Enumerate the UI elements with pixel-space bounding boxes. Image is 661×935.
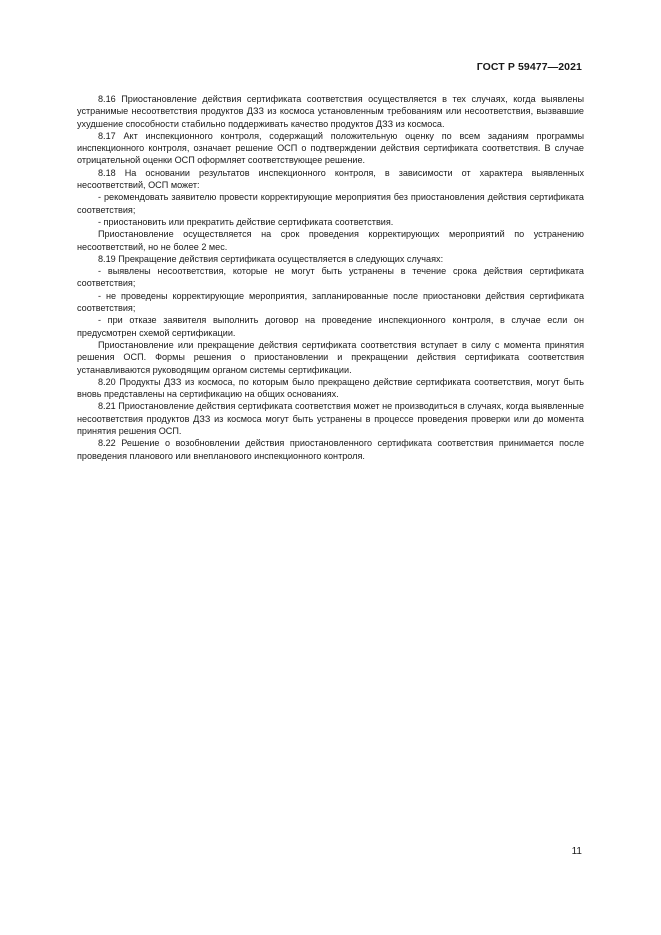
body-text [77, 93, 584, 462]
paragraph-8-16: 8.16 Приостановление действия сертификата соответствия осуществляется в тех случаях, когда выявлены устранимые несоответствия продуктов ДЗЗ из космоса установленным требованиям или несоответствия, вызвавшие ухудшение способности стабильно поддерживать качество продуктов ДЗЗ из космоса. [77, 94, 584, 129]
paragraph-8-20: 8.20 Продукты ДЗЗ из космоса, по которым было прекращено действие сертификата соответствия, могут быть вновь представлены на сертификацию на общих основаниях. [77, 376, 584, 400]
page-number: 11 [571, 846, 582, 857]
paragraph-8-18: 8.18 На основании результатов инспекционного контроля, в зависимости от характера выявленных несоответствий, ОСП может: [77, 167, 584, 191]
paragraph-8-19: 8.19 Прекращение действия сертификата осуществляется в следующих случаях: [98, 253, 444, 264]
paragraph-8-21: 8.21 Приостановление действия сертификата соответствия может не производиться в случаях, когда выявленные несоответствия продуктов ДЗЗ из космоса могут быть устранены в процессе проведения проверки или до момента принятия решения ОСП. [77, 401, 584, 437]
document-code: ГОСТ Р 59477—2021 [476, 61, 582, 73]
list-item: - приостановить или прекратить действие сертификата соответствия. [98, 216, 394, 227]
paragraph-effect: Приостановление или прекращение действия сертификата соответствия вступает в силу с момента принятия решения ОСП. Формы решения о приостановлении и прекращении действия сертификата соответствия устанавливаются руководящим органом системы сертификации. [77, 339, 584, 375]
list-item: - при отказе заявителя выполнить договор на проведение инспекционного контроля, в случае если он предусмотрен схемой сертификации. [77, 315, 584, 338]
paragraph-8-22: 8.22 Решение о возобновлении действия приостановленного сертификата соответствия принимается после проведения планового или внепланового инспекционного контроля. [77, 438, 584, 461]
list-item: - выявлены несоответствия, которые не могут быть устранены в течение срока действия сертификата соответствия; [77, 266, 584, 289]
list-item: - рекомендовать заявителю провести корректирующие мероприятия без приостановления действия сертификата соответствия; [77, 192, 584, 215]
list-item: - не проведены корректирующие мероприятия, запланированные после приостановки действия сертификата соответствия; [77, 290, 584, 314]
paragraph-8-17: 8.17 Акт инспекционного контроля, содержащий положительную оценку по всем заданиям программы инспекционного контроля, означает решение ОСП о подтверждении действия сертификата соответствия. В случае отрицательной оценки ОСП оформляет соответствующее решение. [77, 130, 584, 166]
paragraph-suspension-term: Приостановление осуществляется на срок проведения корректирующих мероприятий по устранению несоответствий, но не более 2 мес. [77, 229, 584, 252]
